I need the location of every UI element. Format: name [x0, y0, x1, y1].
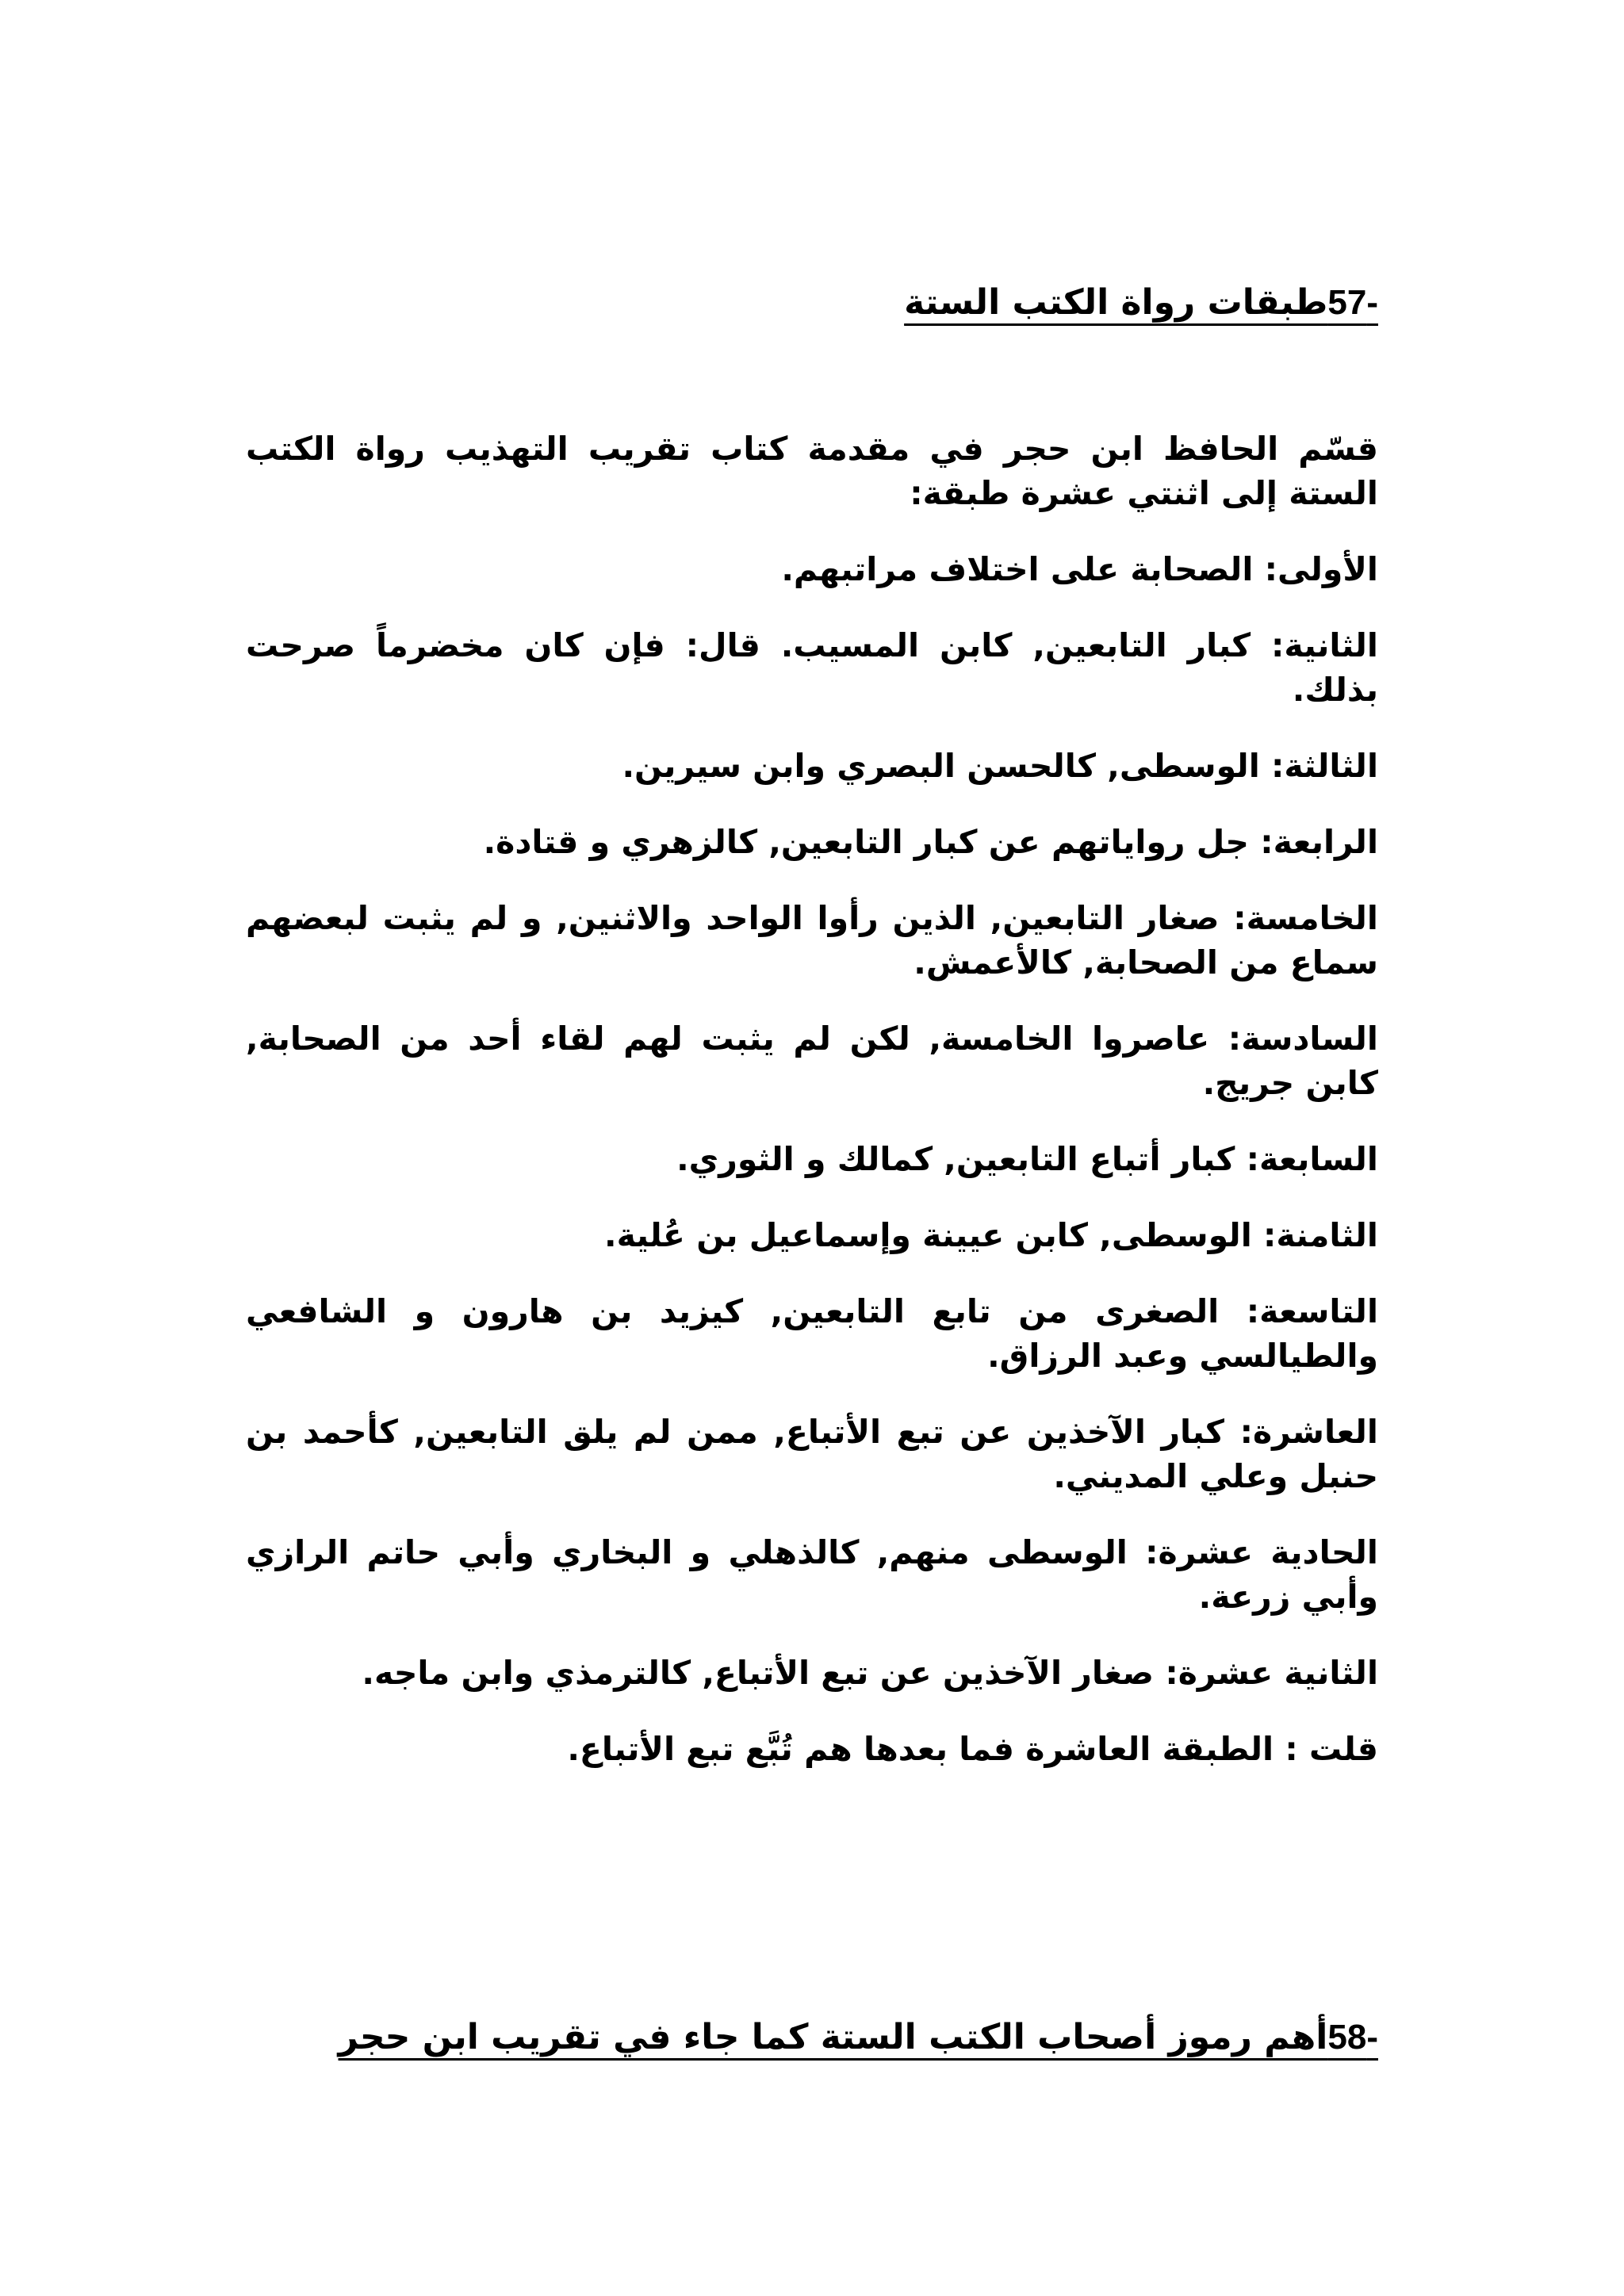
tier-paragraph-11: الحادية عشرة: الوسطى منهم, كالذهلي و البخاري وأبي حاتم الرازي وأبي زرعة. [246, 1533, 1378, 1616]
tier-paragraph-1: الأولى: الصحابة على اختلاف مراتبهم. [781, 550, 1378, 588]
tier-paragraph-8: الثامنة: الوسطى, كابن عيينة وإسماعيل بن عُلية. [604, 1216, 1378, 1254]
intro-paragraph: قسّم الحافظ ابن حجر في مقدمة كتاب تقريب التهذيب رواة الكتب الستة إلى اثنتي عشرة طبقة: [246, 430, 1378, 512]
tier-paragraph-2: الثانية: كبار التابعين, كابن المسيب. قال: فإن كان مخضرماً صرحت بذلك. [246, 626, 1378, 709]
section-number: -57 [1327, 283, 1378, 322]
tier-paragraph-12: الثانية عشرة: صغار الآخذين عن تبع الأتباع, كالترمذي وابن ماجه. [362, 1654, 1378, 1692]
tier-paragraph-7: السابعة: كبار أتباع التابعين, كمالك و الثوري. [676, 1140, 1378, 1178]
tier-paragraph-9: التاسعة: الصغرى من تابع التابعين, كيزيد بن هارون و الشافعي والطيالسي وعبد الرزاق. [246, 1292, 1378, 1375]
section-number: -58 [1327, 2018, 1378, 2057]
section-body [246, 427, 1378, 1803]
section-heading-57 [904, 279, 1378, 327]
section-title: أهم رموز أصحاب الكتب الستة كما جاء في تقريب ابن حجر [338, 2017, 1328, 2057]
tier-paragraph-5: الخامسة: صغار التابعين, الذين رأوا الواحد والاثنين, و لم يثبت لبعضهم سماع من الصحابة, كالأعمش. [246, 899, 1378, 982]
tier-paragraph-4: الرابعة: جل رواياتهم عن كبار التابعين, كالزهري و قتادة. [483, 823, 1378, 861]
tier-paragraph-10: العاشرة: كبار الآخذين عن تبع الأتباع, ممن لم يلق التابعين, كأحمد بن حنبل وعلي المديني. [246, 1413, 1378, 1495]
section-title: طبقات رواة الكتب الستة [904, 282, 1328, 323]
tier-paragraph-6: السادسة: عاصروا الخامسة, لكن لم يثبت لهم لقاء أحد من الصحابة, كابن جريج. [246, 1020, 1378, 1102]
tier-paragraph-3: الثالثة: الوسطى, كالحسن البصري وابن سيرين. [622, 747, 1378, 785]
author-note-paragraph: قلت : الطبقة العاشرة فما بعدها هم تُبَّع تبع الأتباع. [567, 1730, 1378, 1768]
section-heading-58 [339, 2014, 1379, 2061]
